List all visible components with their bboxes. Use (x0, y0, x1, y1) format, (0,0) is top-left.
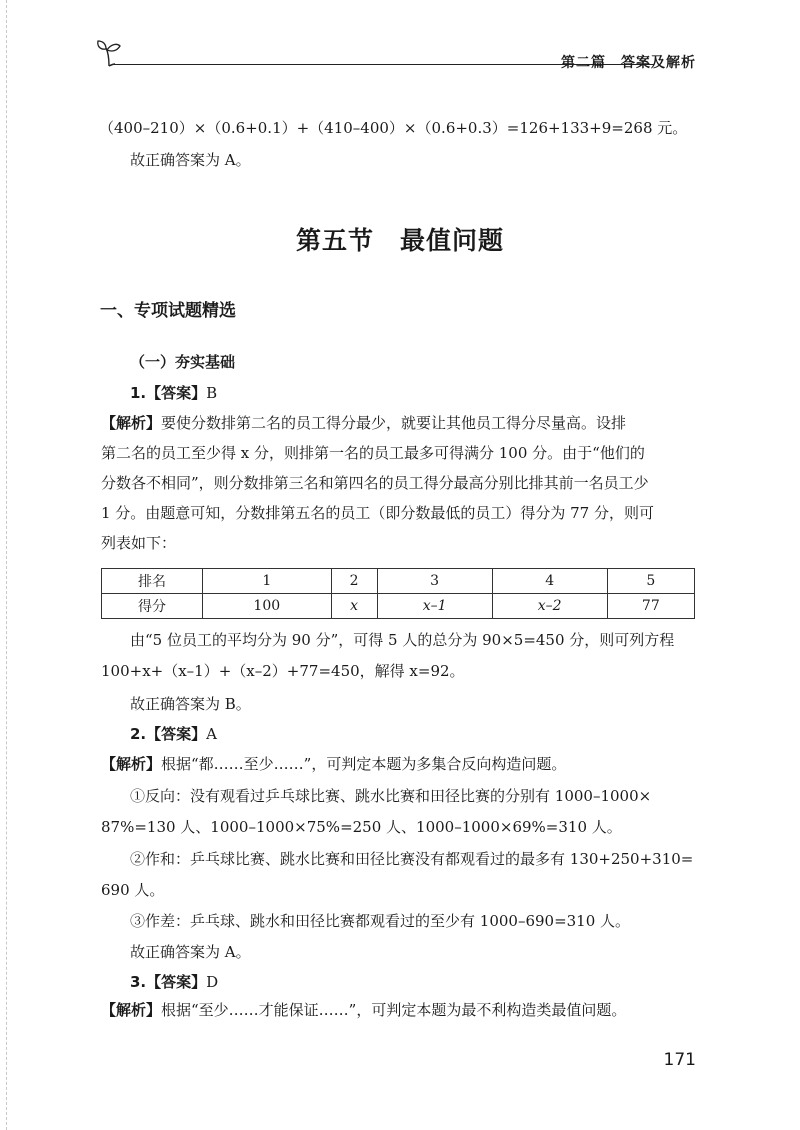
q2-answer-label: 2.【答案】 (130, 725, 207, 743)
table-cell: 5 (607, 569, 694, 594)
q1-after-1: 由“5 位员工的平均分为 90 分”，可得 5 人的总分为 90×5=450 分，则可列方程 (130, 631, 675, 649)
q1-after-2: 100+x+（x–1）+（x–2）+77=450，解得 x=92。 (101, 662, 465, 680)
intro-formula: （400–210）×（0.6+0.1）+（410–400）×（0.6+0.3）=126+133+9=268 元。 (99, 119, 688, 137)
q1-answer-label: 1.【答案】 (130, 384, 207, 402)
q1-analysis-line-1 (101, 413, 626, 433)
q1-analysis-text-1: 要使分数排第二名的员工得分最少，就要让其他员工得分尽量高。设排 (161, 414, 627, 432)
q2-line-1: ①反向：没有观看过乒乓球比赛、跳水比赛和田径比赛的分别有 1000–1000× (130, 787, 652, 805)
page-number: 171 (663, 1050, 696, 1070)
table-row (102, 569, 695, 594)
table-cell: 100 (203, 594, 332, 619)
q2-line-5: ③作差：乒乓球、跳水和田径比赛都观看过的至少有 1000–690=310 人。 (130, 912, 631, 930)
q3-answer-line (130, 972, 218, 992)
table-cell: 排名 (102, 569, 203, 594)
intro-conclusion: 故正确答案为 A。 (130, 151, 251, 169)
page-header (96, 38, 696, 78)
q2-line-3: ②作和：乒乓球比赛、跳水比赛和田径比赛没有都观看过的最多有 130+250+310= (130, 850, 694, 868)
header-title: 第二篇 答案及解析 (561, 55, 696, 71)
q2-line-2: 87%=130 人、1000–1000×75%=250 人、1000–1000×69%=310 人。 (101, 818, 622, 836)
table-cell: 得分 (102, 594, 203, 619)
q1-analysis-label: 【解析】 (101, 414, 162, 432)
q3-analysis-line-1 (101, 1000, 626, 1020)
section-title: 第五节 最值问题 (295, 226, 504, 255)
table-cell: 1 (203, 569, 332, 594)
binding-edge (0, 0, 7, 1130)
q3-analysis-label: 【解析】 (101, 1001, 162, 1019)
table-cell: x (331, 594, 377, 619)
q2-answer: A (206, 725, 217, 743)
q2-analysis-text-1: 根据“都……至少……”，可判定本题为多集合反向构造问题。 (161, 755, 567, 773)
q1-answer: B (206, 384, 218, 402)
q2-answer-line (130, 724, 217, 744)
q2-analysis-line-1 (101, 754, 566, 774)
table-cell: x–2 (492, 594, 607, 619)
q1-analysis-line-5: 列表如下： (101, 534, 177, 552)
table-cell: 3 (377, 569, 492, 594)
table-cell: x–1 (377, 594, 492, 619)
q2-analysis-label: 【解析】 (101, 755, 162, 773)
q3-analysis-text-1: 根据“至少……才能保证……”，可判定本题为最不利构造类最值问题。 (161, 1001, 627, 1019)
q1-answer-line (130, 383, 217, 403)
part-heading: 一、专项试题精选 (100, 301, 236, 321)
q2-line-4: 690 人。 (101, 881, 165, 899)
score-table (101, 568, 695, 619)
q3-answer: D (206, 973, 219, 991)
table-cell: 77 (607, 594, 694, 619)
q1-after-3: 故正确答案为 B。 (130, 695, 251, 713)
q1-analysis-line-3: 分数各不相同”，则分数排第三名和第四名的员工得分最高分别比排其前一名员工少 (101, 474, 649, 492)
q1-analysis-line-2: 第二名的员工至少得 x 分，则排第一名的员工最多可得满分 100 分。由于“他们的 (101, 444, 645, 462)
q1-analysis-line-4: 1 分。由题意可知，分数排第五名的员工（即分数最低的员工）得分为 77 分，则可 (101, 504, 654, 522)
q3-answer-label: 3.【答案】 (130, 973, 207, 991)
table-row (102, 594, 695, 619)
sub-heading: （一）夯实基础 (130, 353, 236, 371)
table-cell: 4 (492, 569, 607, 594)
q2-line-6: 故正确答案为 A。 (130, 943, 251, 961)
table-cell: 2 (331, 569, 377, 594)
